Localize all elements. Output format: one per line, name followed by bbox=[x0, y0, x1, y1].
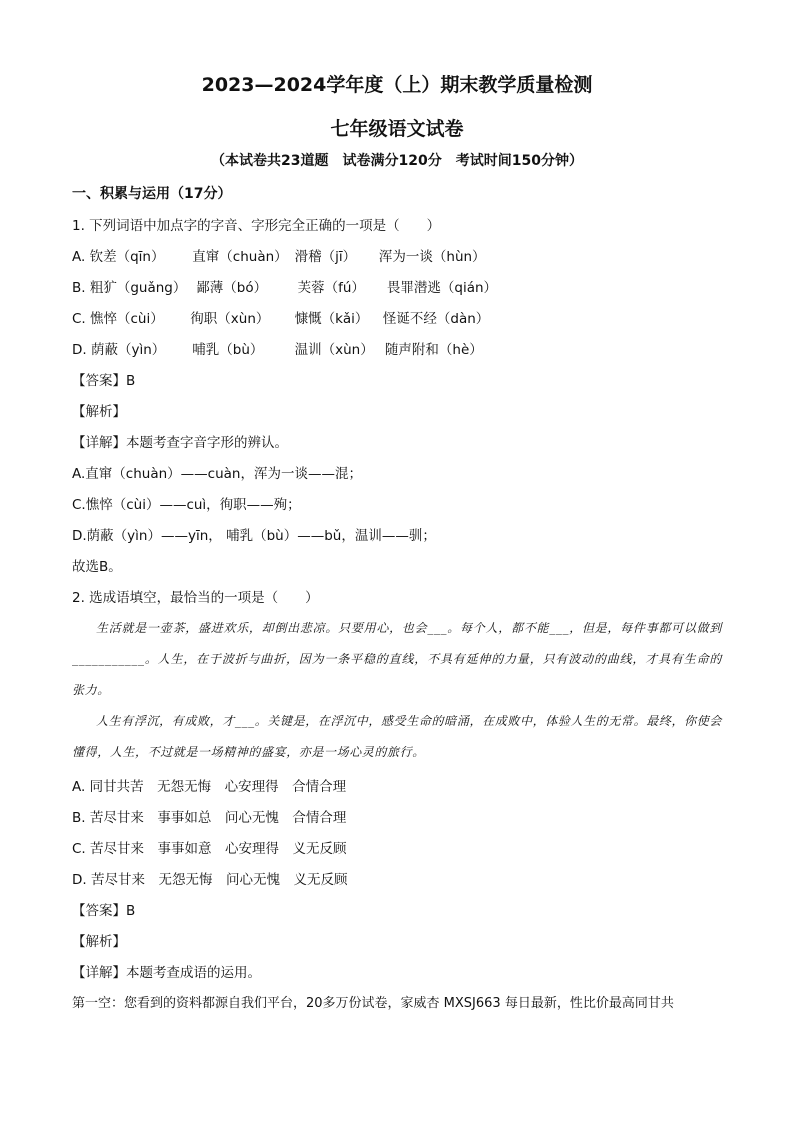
option-a-item-3: 滑稽（jī） bbox=[294, 249, 357, 265]
question-2-passage-2: 人生有浮沉，有成败，才___。关键是，在浮沉中，感受生命的暗涌，在成败中，体验人生的无常。最终，你使会懂得，人生，不过就是一场精神的盛宴，亦是一场心灵的旅行。 bbox=[72, 714, 722, 759]
question-2-first-blank: 第一空：您看到的资料都源自我们平台，20多万份试卷，家威杏 MXSJ663 每日最新，性比价最高同甘共 bbox=[72, 996, 674, 1011]
page-title: 2023—2024学年度（上）期末教学质量检测 bbox=[201, 74, 593, 96]
option-b-item-1: B. 粗犷（guǎng） bbox=[72, 280, 187, 296]
option-d-item-4: 随声附和（hè） bbox=[384, 342, 483, 358]
option-c-item-1: C. 憔悴（cùi） bbox=[72, 311, 164, 327]
question-1-explanation-d: D.荫蔽（yìn）——yīn， 哺乳（bù）——bǔ，温训——驯； bbox=[72, 528, 436, 544]
question-1-explanation-c: C.憔悴（cùi）——cuì，徇职——殉； bbox=[72, 497, 301, 513]
option-c-item-2: 徇职（xùn） bbox=[190, 311, 270, 327]
option-d-item-3: 温训（xùn） bbox=[294, 342, 374, 358]
question-1-analysis: 【解析】 bbox=[72, 404, 126, 420]
question-1-stem: 1. 下列词语中加点字的字音、字形完全正确的一项是（ ） bbox=[72, 218, 441, 234]
question-1-conclusion: 故选B。 bbox=[72, 559, 122, 575]
option-a-item-2: 直窜（chuàn） bbox=[192, 249, 288, 265]
question-2-passage-1: 生活就是一壶茶，盛进欢乐，却倒出悲凉。只要用心，也会___。每个人，都不能___，但是，每件事都可以做到___________。人生，在于波折与曲折，因为一条平稳的直线，不具有延伸的力量，只有波动的曲线，才具有生命的张力。 bbox=[72, 621, 722, 697]
option-c-item-4: 怪诞不经（dàn） bbox=[382, 311, 490, 327]
question-2-detail: 【详解】本题考查成语的运用。 bbox=[72, 965, 261, 981]
option-a-item-1: A. 钦差（qīn） bbox=[72, 249, 165, 265]
question-2-answer: 【答案】B bbox=[72, 903, 136, 919]
question-1-option-c bbox=[72, 307, 489, 327]
question-1-option-d bbox=[72, 338, 483, 358]
option-b-item-2: 鄙薄（bó） bbox=[196, 280, 268, 296]
option-b-item-4: 畏罪潜逃（qián） bbox=[386, 280, 498, 296]
option-d-item-1: D. 荫蔽（yìn） bbox=[72, 342, 166, 358]
option-c-item-3: 慷慨（kǎi） bbox=[294, 311, 369, 327]
question-2-option-c: C. 苦尽甘来 事事如意 心安理得 义无反顾 bbox=[72, 841, 347, 857]
question-1-answer: 【答案】B bbox=[72, 373, 136, 389]
option-b-item-3: 芙蓉（fú） bbox=[297, 280, 365, 296]
question-2-option-a: A. 同甘共苦 无怨无悔 心安理得 合情合理 bbox=[72, 779, 347, 795]
section-heading: 一、积累与运用（17分） bbox=[72, 186, 232, 202]
question-1-option-b bbox=[72, 276, 497, 296]
question-2-analysis: 【解析】 bbox=[72, 934, 126, 950]
option-a-item-4: 浑为一谈（hùn） bbox=[378, 249, 486, 265]
exam-note: （本试卷共23道题 试卷满分120分 考试时间150分钟） bbox=[211, 153, 583, 169]
page-subtitle: 七年级语文试卷 bbox=[330, 118, 464, 140]
question-1-detail: 【详解】本题考查字音字形的辨认。 bbox=[72, 435, 288, 451]
question-2-option-b: B. 苦尽甘来 事事如总 问心无愧 合情合理 bbox=[72, 810, 347, 826]
question-2-option-d: D. 苦尽甘来 无怨无悔 问心无愧 义无反顾 bbox=[72, 872, 348, 888]
question-2-stem: 2. 选成语填空，最恰当的一项是（ ） bbox=[72, 590, 319, 606]
option-d-item-2: 哺乳（bù） bbox=[192, 342, 264, 358]
question-1-option-a bbox=[72, 245, 486, 265]
question-1-explanation-a: A.直窜（chuàn）——cuàn，浑为一谈——混； bbox=[72, 466, 362, 482]
